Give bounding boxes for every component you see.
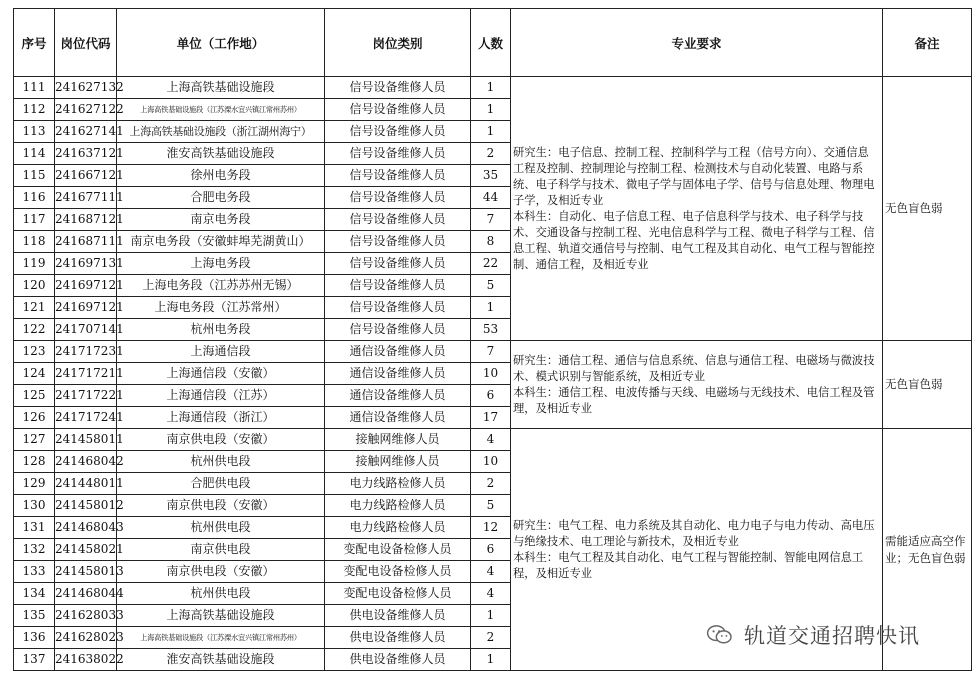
cell-code: 241638022 <box>55 649 117 671</box>
cell-seq: 113 <box>14 121 55 143</box>
cell-count: 1 <box>471 297 511 319</box>
watermark <box>706 620 920 650</box>
cell-unit: 上海通信段（浙江） <box>117 407 325 429</box>
cell-unit: 杭州供电段 <box>117 517 325 539</box>
cell-seq: 124 <box>14 363 55 385</box>
cell-count: 12 <box>471 517 511 539</box>
cell-code: 241458011 <box>55 429 117 451</box>
table-row <box>14 341 972 363</box>
cell-category: 信号设备维修人员 <box>325 99 471 121</box>
cell-seq: 128 <box>14 451 55 473</box>
cell-count: 22 <box>471 253 511 275</box>
cell-code: 241717221 <box>55 385 117 407</box>
cell-code: 241637121 <box>55 143 117 165</box>
cell-count: 1 <box>471 649 511 671</box>
cell-category: 通信设备维修人员 <box>325 363 471 385</box>
cell-code: 241628033 <box>55 605 117 627</box>
table-row <box>14 429 972 451</box>
cell-requirement: 研究生：电气工程、电力系统及其自动化、电力电子与电力传动、高电压与绝缘技术、电工理论与新技术，及相近专业 本科生：电气工程及其自动化、电气工程与智能控制、智能电网信息工程，及相近专业 <box>511 429 883 671</box>
cell-count: 4 <box>471 429 511 451</box>
cell-code: 241627122 <box>55 99 117 121</box>
cell-unit: 淮安高铁基础设施段 <box>117 143 325 165</box>
cell-category: 信号设备维修人员 <box>325 165 471 187</box>
cell-code: 241707141 <box>55 319 117 341</box>
cell-category: 通信设备维修人员 <box>325 385 471 407</box>
cell-unit: 合肥电务段 <box>117 187 325 209</box>
cell-count: 1 <box>471 605 511 627</box>
header-unit: 单位（工作地） <box>117 9 325 77</box>
cell-category: 供电设备维修人员 <box>325 649 471 671</box>
header-count: 人数 <box>471 9 511 77</box>
cell-count: 8 <box>471 231 511 253</box>
cell-code: 241458013 <box>55 561 117 583</box>
recruitment-table <box>13 8 972 671</box>
cell-note: 无色盲色弱 <box>883 77 972 341</box>
cell-category: 接触网维修人员 <box>325 429 471 451</box>
cell-code: 241628023 <box>55 627 117 649</box>
cell-count: 44 <box>471 187 511 209</box>
cell-unit: 上海高铁基础设施段（浙江湖州海宁） <box>117 121 325 143</box>
header-seq: 序号 <box>14 9 55 77</box>
cell-seq: 123 <box>14 341 55 363</box>
cell-unit: 杭州供电段 <box>117 451 325 473</box>
cell-note: 无色盲色弱 <box>883 341 972 429</box>
cell-unit: 南京供电段 <box>117 539 325 561</box>
header-row <box>14 9 972 77</box>
cell-category: 信号设备维修人员 <box>325 275 471 297</box>
cell-unit: 淮安高铁基础设施段 <box>117 649 325 671</box>
cell-code: 241697131 <box>55 253 117 275</box>
cell-count: 10 <box>471 363 511 385</box>
cell-seq: 126 <box>14 407 55 429</box>
cell-seq: 136 <box>14 627 55 649</box>
cell-seq: 137 <box>14 649 55 671</box>
cell-category: 信号设备维修人员 <box>325 253 471 275</box>
cell-seq: 116 <box>14 187 55 209</box>
cell-unit: 南京供电段（安徽） <box>117 495 325 517</box>
cell-category: 变配电设备检修人员 <box>325 583 471 605</box>
cell-count: 2 <box>471 473 511 495</box>
cell-seq: 121 <box>14 297 55 319</box>
cell-unit: 上海电务段 <box>117 253 325 275</box>
cell-code: 241667121 <box>55 165 117 187</box>
cell-category: 供电设备维修人员 <box>325 605 471 627</box>
cell-category: 接触网维修人员 <box>325 451 471 473</box>
cell-seq: 120 <box>14 275 55 297</box>
cell-code: 241717231 <box>55 341 117 363</box>
cell-seq: 117 <box>14 209 55 231</box>
cell-unit: 杭州电务段 <box>117 319 325 341</box>
cell-category: 通信设备维修人员 <box>325 341 471 363</box>
cell-code: 241458012 <box>55 495 117 517</box>
table-row <box>14 77 972 99</box>
wechat-icon <box>706 624 734 646</box>
cell-code: 241468044 <box>55 583 117 605</box>
cell-code: 241627141 <box>55 121 117 143</box>
cell-code: 241677111 <box>55 187 117 209</box>
cell-unit: 上海高铁基础设施段 <box>117 605 325 627</box>
cell-unit: 上海电务段（江苏常州） <box>117 297 325 319</box>
cell-category: 信号设备维修人员 <box>325 121 471 143</box>
cell-count: 17 <box>471 407 511 429</box>
cell-count: 2 <box>471 627 511 649</box>
cell-count: 4 <box>471 561 511 583</box>
cell-count: 1 <box>471 77 511 99</box>
cell-seq: 114 <box>14 143 55 165</box>
cell-unit: 上海通信段（安徽） <box>117 363 325 385</box>
cell-code: 241627132 <box>55 77 117 99</box>
cell-unit: 上海高铁基础设施段（江苏溧水宜兴镇江常州苏州） <box>117 627 325 649</box>
cell-unit: 上海通信段（江苏） <box>117 385 325 407</box>
cell-note: 需能适应高空作业；无色盲色弱 <box>883 429 972 671</box>
cell-seq: 119 <box>14 253 55 275</box>
cell-count: 6 <box>471 539 511 561</box>
cell-category: 电力线路检修人员 <box>325 473 471 495</box>
cell-unit: 南京电务段 <box>117 209 325 231</box>
cell-count: 5 <box>471 275 511 297</box>
cell-category: 信号设备维修人员 <box>325 297 471 319</box>
cell-requirement: 研究生：电子信息、控制工程、控制科学与工程（信号方向）、交通信息工程及控制、控制理论与控制工程、检测技术与自动化装置、电路与系统、电子科学与技术、微电子学与固体电子学、信号与信息处理、物理电子学，及相近专业 本科生：自动化、电子信息工程、电子信息科学与技术、电子科学与技术、交通设备与控制工程、光电信息科学与工程、微电子科学与工程、信息工程、轨道交通信号与控制、电气工程及其自动化、电气工程与智能控制、通信工程，及相近专业 <box>511 77 883 341</box>
cell-unit: 南京供电段（安徽） <box>117 429 325 451</box>
cell-seq: 122 <box>14 319 55 341</box>
cell-code: 241448011 <box>55 473 117 495</box>
cell-unit: 上海电务段（江苏苏州无锡） <box>117 275 325 297</box>
cell-seq: 125 <box>14 385 55 407</box>
cell-category: 供电设备维修人员 <box>325 627 471 649</box>
cell-count: 10 <box>471 451 511 473</box>
cell-code: 241717211 <box>55 363 117 385</box>
cell-code: 241697121 <box>55 275 117 297</box>
header-code: 岗位代码 <box>55 9 117 77</box>
cell-seq: 130 <box>14 495 55 517</box>
cell-unit: 徐州电务段 <box>117 165 325 187</box>
cell-count: 6 <box>471 385 511 407</box>
cell-seq: 129 <box>14 473 55 495</box>
watermark-text: 轨道交通招聘快讯 <box>744 624 920 648</box>
cell-count: 7 <box>471 209 511 231</box>
cell-seq: 112 <box>14 99 55 121</box>
cell-count: 5 <box>471 495 511 517</box>
cell-count: 2 <box>471 143 511 165</box>
cell-code: 241687121 <box>55 209 117 231</box>
cell-category: 信号设备维修人员 <box>325 77 471 99</box>
cell-seq: 134 <box>14 583 55 605</box>
cell-seq: 131 <box>14 517 55 539</box>
cell-unit: 南京供电段（安徽） <box>117 561 325 583</box>
cell-unit: 合肥供电段 <box>117 473 325 495</box>
cell-code: 241458021 <box>55 539 117 561</box>
header-note: 备注 <box>883 9 972 77</box>
cell-category: 信号设备维修人员 <box>325 209 471 231</box>
cell-category: 电力线路检修人员 <box>325 495 471 517</box>
cell-unit: 上海高铁基础设施段（江苏溧水宜兴镇江常州苏州） <box>117 99 325 121</box>
cell-count: 1 <box>471 99 511 121</box>
cell-seq: 118 <box>14 231 55 253</box>
cell-count: 7 <box>471 341 511 363</box>
cell-category: 信号设备维修人员 <box>325 187 471 209</box>
cell-category: 通信设备维修人员 <box>325 407 471 429</box>
cell-seq: 133 <box>14 561 55 583</box>
cell-seq: 111 <box>14 77 55 99</box>
cell-requirement: 研究生：通信工程、通信与信息系统、信息与通信工程、电磁场与微波技术、模式识别与智能系统，及相近专业 本科生：通信工程、电波传播与天线、电磁场与无线技术、电信工程及管理，及相近专业 <box>511 341 883 429</box>
cell-code: 241468043 <box>55 517 117 539</box>
cell-category: 信号设备维修人员 <box>325 319 471 341</box>
cell-seq: 115 <box>14 165 55 187</box>
cell-count: 35 <box>471 165 511 187</box>
cell-unit: 上海高铁基础设施段 <box>117 77 325 99</box>
cell-category: 信号设备维修人员 <box>325 143 471 165</box>
cell-seq: 135 <box>14 605 55 627</box>
header-category: 岗位类别 <box>325 9 471 77</box>
header-requirement: 专业要求 <box>511 9 883 77</box>
cell-count: 1 <box>471 121 511 143</box>
cell-unit: 上海通信段 <box>117 341 325 363</box>
cell-code: 241468042 <box>55 451 117 473</box>
cell-unit: 杭州供电段 <box>117 583 325 605</box>
cell-code: 241697121 <box>55 297 117 319</box>
cell-category: 变配电设备检修人员 <box>325 561 471 583</box>
cell-count: 53 <box>471 319 511 341</box>
cell-category: 变配电设备检修人员 <box>325 539 471 561</box>
cell-seq: 127 <box>14 429 55 451</box>
cell-category: 信号设备维修人员 <box>325 231 471 253</box>
cell-count: 4 <box>471 583 511 605</box>
cell-seq: 132 <box>14 539 55 561</box>
cell-unit: 南京电务段（安徽蚌埠芜湖黄山） <box>117 231 325 253</box>
cell-code: 241687111 <box>55 231 117 253</box>
cell-code: 241717241 <box>55 407 117 429</box>
cell-category: 电力线路检修人员 <box>325 517 471 539</box>
